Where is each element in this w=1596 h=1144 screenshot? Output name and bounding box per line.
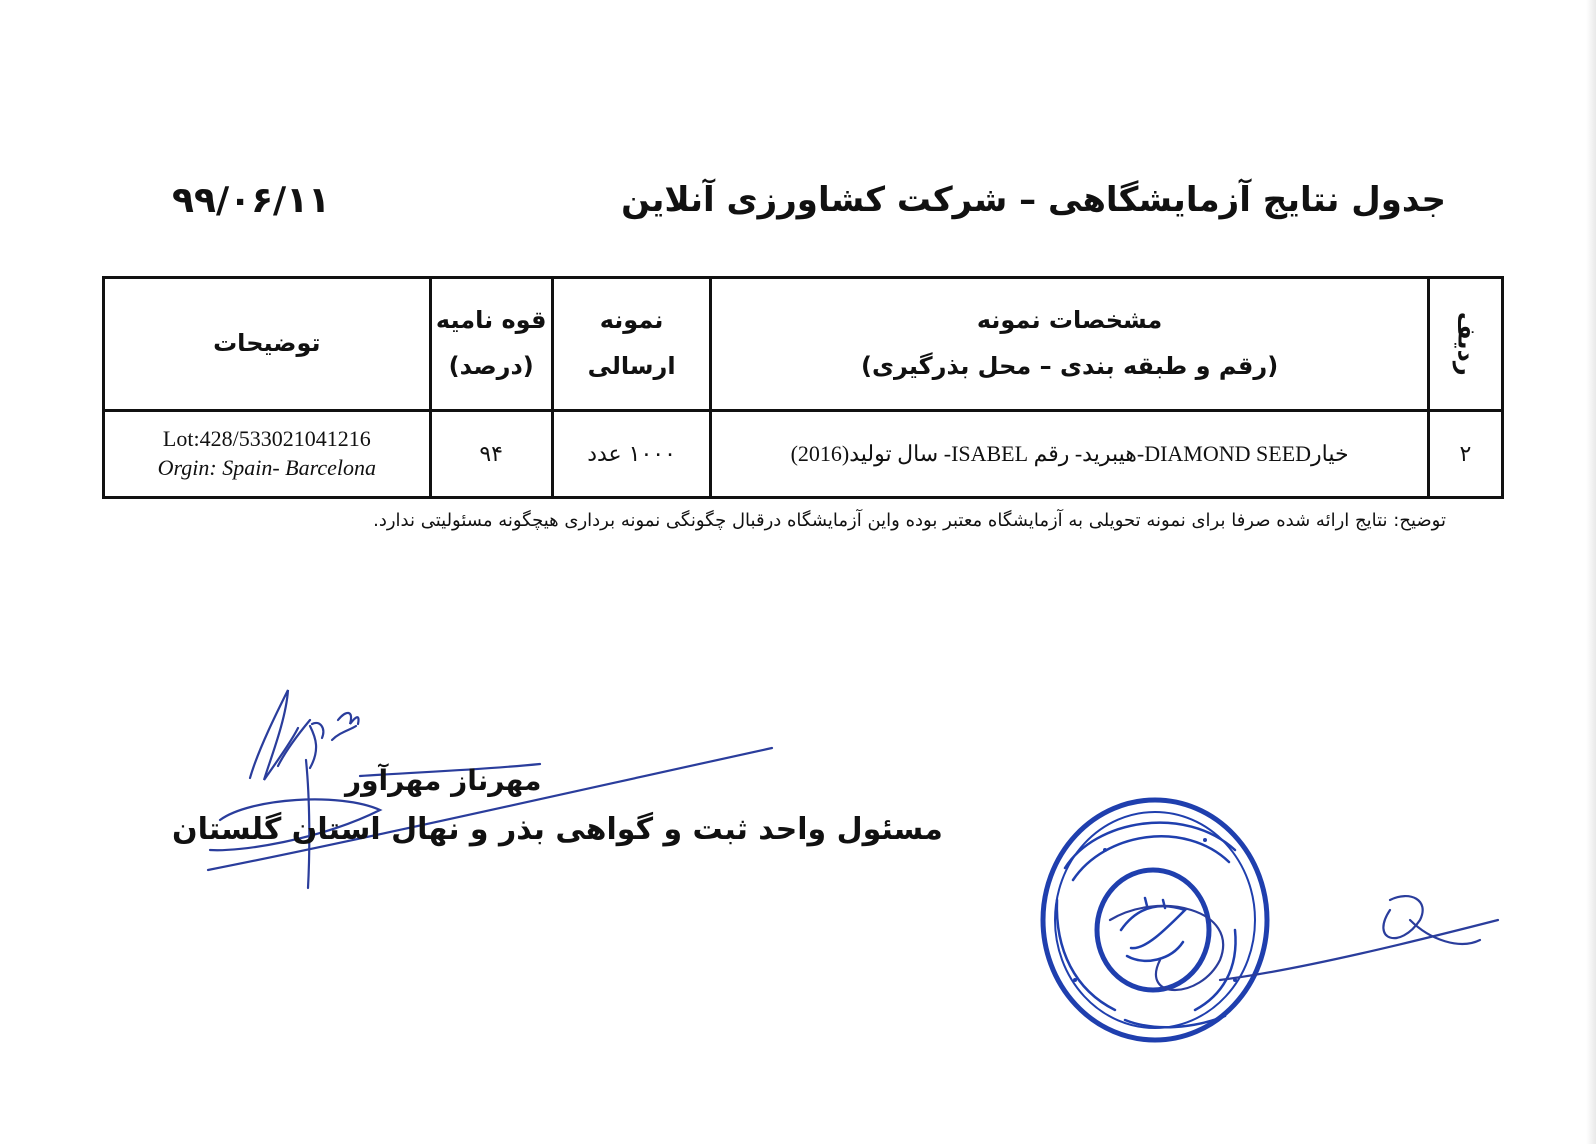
header-row-number: ردیف [1428,278,1502,411]
cell-germination: ۹۴ [430,411,552,498]
cell-notes [104,411,431,498]
table-row [104,411,1503,498]
table-header-row [104,278,1503,411]
document-date: ۹۹/۰۶/۱۱ [172,180,331,221]
signer-name: مهرناز مهرآور [345,764,542,797]
header-sample-sent-line2: ارسالی [587,352,676,380]
stamp-signature-scribble [1100,880,1520,1050]
signer-title: مسئول واحد ثبت و گواهی بذر و نهال استان گلستان [172,812,943,847]
header-sample-spec [711,278,1428,411]
header-sample-sent [552,278,711,411]
footnote: توضیح: نتایج ارائه شده صرفا برای نمونه تحویلی به آزمایشگاه معتبر بوده واین آزمایشگاه درقبال چگونگی نمونه برداری هیچگونه مسئولیتی ندارد. [373,510,1446,531]
header-sample-spec-line2: (رقم و طبقه بندی – محل بذرگیری) [860,352,1279,380]
cell-sample-spec: خیارDIAMOND SEED-هیبرید- رقم ISABEL- سال تولید(2016) [711,411,1428,498]
document-title: جدول نتایج آزمایشگاهی – شرکت کشاورزی آنلاین [621,180,1446,220]
cell-row-number: ۲ [1428,411,1502,498]
header-germination-line1: قوه نامیه [435,306,547,335]
page-edge-shadow [1586,0,1596,1144]
header-notes: توضیحات [104,278,431,411]
header-sample-sent-line1: نمونه [599,306,664,335]
notes-lot: Lot:428/533021041216 [162,426,371,452]
header-germination [430,278,552,411]
header-germination-line2: (درصد) [448,352,534,380]
header-sample-spec-line1: مشخصات نمونه [976,306,1163,335]
notes-origin: Orgin: Spain- Barcelona [157,455,376,480]
cell-sample-sent: ۱۰۰۰ عدد [552,411,711,498]
results-table [102,276,1504,499]
